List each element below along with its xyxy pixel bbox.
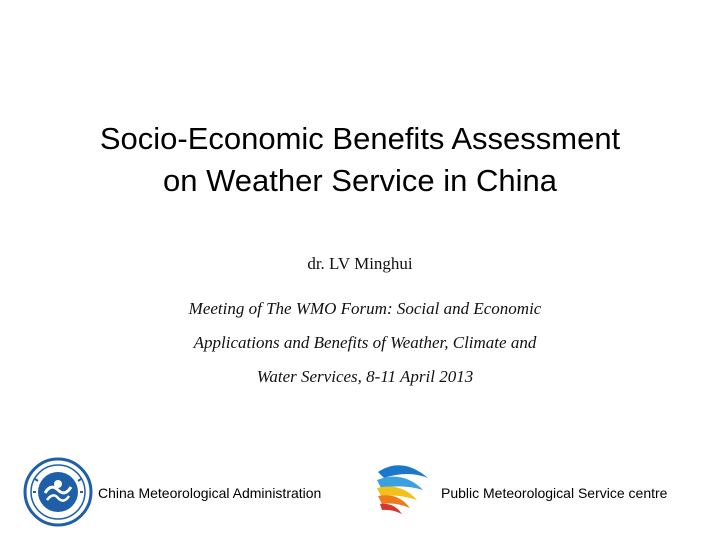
swirl-logo-icon <box>372 458 434 518</box>
title-line-1: Socio-Economic Benefits Assessment <box>99 121 621 156</box>
meeting-info <box>110 292 620 394</box>
author-name: dr. LV Minghui <box>307 254 413 273</box>
meeting-line-3: Water Services, 8-11 April 2013 <box>256 367 474 386</box>
right-org-name: Public Meteorological Service centre <box>441 485 668 501</box>
meeting-line-2: Applications and Benefits of Weather, Climate and <box>193 333 537 352</box>
slide-title <box>20 118 700 202</box>
cma-emblem-icon <box>23 457 93 527</box>
meeting-line-1: Meeting of The WMO Forum: Social and Economic <box>188 299 542 318</box>
title-line-2: on Weather Service in China <box>162 163 558 198</box>
left-org-name: China Meteorological Administration <box>98 485 322 501</box>
